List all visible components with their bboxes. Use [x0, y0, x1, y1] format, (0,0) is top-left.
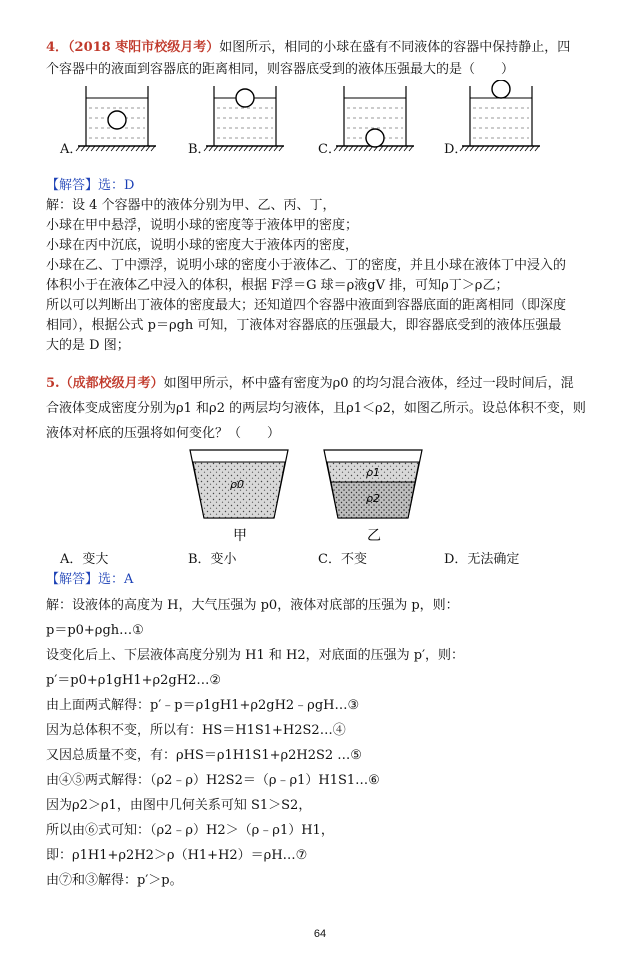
q4-option-a: A． [60, 142, 83, 157]
container-b [204, 86, 284, 151]
q5-solution-line: 所以由⑥式可知：（ρ2﹣ρ）H2＞（ρ﹣ρ1）H1， [46, 823, 334, 838]
q4-solution-line: 解：设 4 个容器中的液体分别为甲、乙、丙、丁， [46, 198, 336, 213]
fig-label-yi: 乙 [367, 528, 381, 544]
q5-solution-line: 设变化后上、下层液体高度分别为 H1 和 H2，对底面的压强为 p′，则： [46, 648, 465, 663]
q5-solution-line: p＝p0+ρgh…① [46, 623, 144, 638]
container-d [460, 80, 540, 151]
q5-number: 5. [46, 376, 60, 391]
q4-option-b: B． [188, 142, 211, 157]
q4-source: （2018 枣阳市校级月考） [68, 40, 220, 55]
container-c [334, 86, 414, 151]
q5-solution-line: 由上面两式解得：p′﹣p＝ρ1gH1+ρ2gH2﹣ρgH…③ [46, 698, 360, 713]
q4-answer-tag: 【解答】选：D [46, 178, 135, 193]
cup-jia [190, 450, 288, 544]
q5-source: （成都校级月考） [59, 376, 164, 391]
q5-stem1: 如图甲所示，杯中盛有密度为ρ0 的均匀混合液体，经过一段时间后，混 [163, 376, 574, 391]
q4-solution-line: 小球在甲中悬浮，说明小球的密度等于液体甲的密度； [46, 218, 359, 233]
q4-stem-line1 [46, 38, 594, 58]
q5-answer-tag: 【解答】选：A [46, 572, 134, 587]
q5-solution-line: 由④⑤两式解得：（ρ2﹣ρ）H2S2＝（ρ﹣ρ1）H1S1…⑥ [46, 773, 380, 788]
q4-number: 4． [46, 40, 69, 55]
q5-solution-line: 因为总体积不变，所以有：HS＝H1S1+H2S2…④ [46, 723, 346, 738]
container-a [76, 86, 156, 151]
q5-stem-line1 [46, 374, 594, 394]
q4-solution-line: 大的是 D 图； [46, 338, 130, 353]
q4-solution-line: 小球在丙中沉底，说明小球的密度大于液体丙的密度， [46, 238, 359, 253]
q4-solution-line: 小球在乙、丁中漂浮，说明小球的密度小于液体乙、丁的密度，并且小球在液体丁中浸入的 [46, 258, 567, 273]
fig-label-jia: 甲 [233, 528, 247, 544]
q4-stem1: 如图所示，相同的小球在盛有不同液体的容器中保持静止，四 [219, 40, 571, 55]
q5-solution-line: 由⑦和③解得：p′＞p。 [46, 873, 183, 888]
q4-solution-line: 相同），根据公式 p＝ρgh 可知，丁液体对容器底的压强最大，即容器底受到的液体压强最 [46, 318, 562, 333]
q5-solution-line: 解：设液体的高度为 H，大气压强为 p0，液体对底部的压强为 p，则： [46, 598, 459, 613]
q4-option-d: D． [444, 142, 468, 157]
cup-yi [324, 450, 422, 544]
q5-option-d: D．无法确定 [444, 552, 520, 567]
q5-solution-line: p′＝p0+ρ1gH1+ρ2gH2…② [46, 673, 221, 688]
q4-stem-line2: 个容器中的液面到容器底的距离相同，则容器底受到的液体压强最大的是（ ） [46, 62, 515, 77]
q5-solution-line: 因为ρ2＞ρ1，由图中几何关系可知 S1＞S2， [46, 798, 312, 813]
q5-option-a: A．变大 [60, 552, 109, 567]
q4-solution-line: 所以可以判断出丁液体的密度最大；还知道四个容器中液面到容器底面的距离相同（即深度 [46, 298, 567, 313]
q4-option-c: C． [318, 142, 341, 157]
q5-stem-line2: 合液体变成密度分别为ρ1 和ρ2 的两层均匀液体，且ρ1＜ρ2，如图乙所示。设总体积不变，则 [46, 401, 586, 416]
rho2-label: ρ2 [366, 492, 380, 505]
q5-stem-line3: 液体对杯底的压强将如何变化？（ ） [46, 426, 281, 441]
page-number: 64 [313, 928, 327, 940]
q5-solution-line: 又因总质量不变，有：ρHS＝ρ1H1S1+ρ2H2S2 …⑤ [46, 748, 362, 763]
q5-cups-figure [188, 444, 448, 544]
rho1-label: ρ1 [366, 466, 380, 479]
q5-option-c: C．不变 [318, 552, 367, 567]
rho0-label: ρ0 [230, 478, 244, 491]
q4-solution-line: 体积小于在液体乙中浸入的体积，根据 F浮＝G 球＝ρ液gV 排，可知ρ丁＞ρ乙； [46, 278, 509, 293]
q5-solution-line: 即：ρ1H1+ρ2H2＞ρ（H1+H2）＝ρH…⑦ [46, 848, 308, 863]
q5-option-b: B．变小 [188, 552, 237, 567]
